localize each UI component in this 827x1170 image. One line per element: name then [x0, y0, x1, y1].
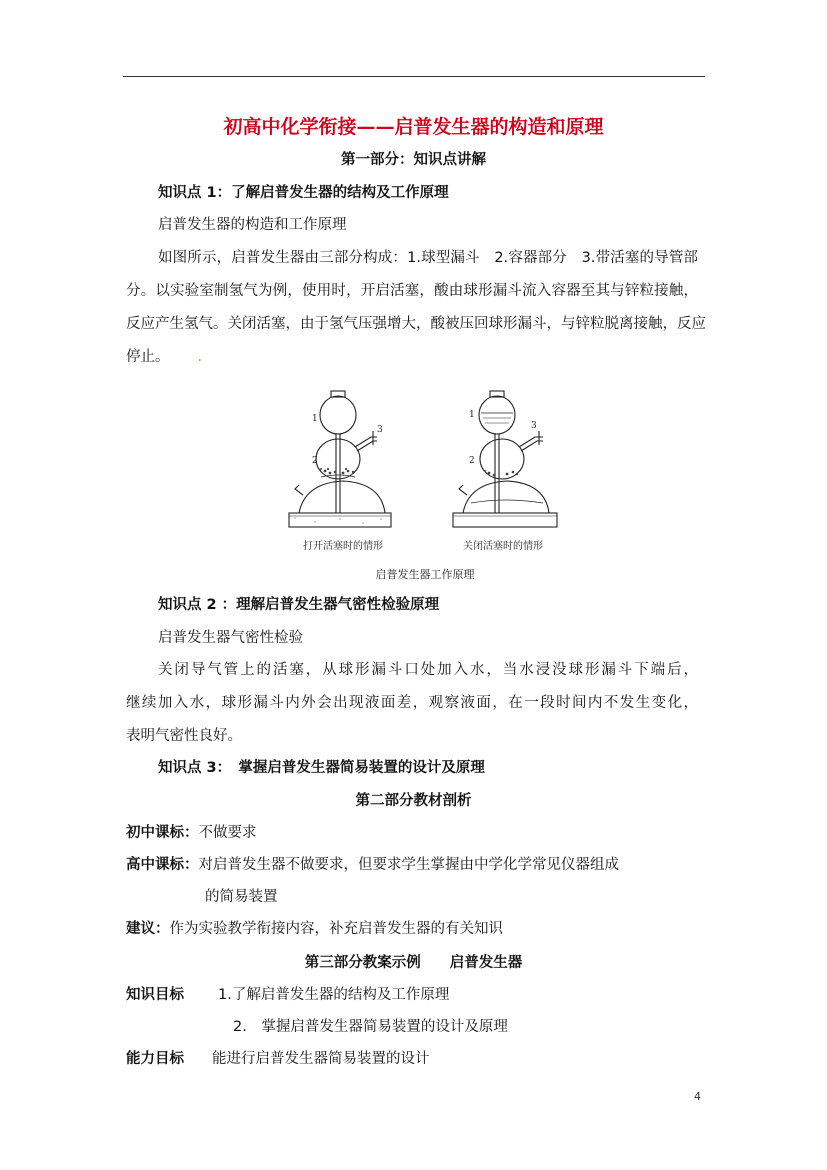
- left-mark-1: 1: [312, 414, 318, 424]
- right-lower-bulb: [463, 481, 549, 513]
- goal1-label: 知识目标: [126, 987, 184, 1003]
- header-rule: [123, 76, 705, 77]
- left-base: [289, 513, 391, 527]
- junior-standard: [126, 823, 257, 843]
- junior-text: 不做要求: [198, 825, 257, 841]
- k2-line-2: 继续加入水，球形漏斗内外会出现液面差，观察液面，在一段时间内不发生变化，: [126, 695, 698, 711]
- page-number: 4: [694, 1090, 701, 1103]
- right-mark-1: 1: [469, 410, 475, 420]
- right-base: [453, 513, 557, 527]
- k3-title: 知识点 3： 掌握启普发生器简易装置的设计及原理: [158, 760, 485, 776]
- right-mark-2: 2: [469, 456, 475, 466]
- right-mark-3: 3: [531, 421, 537, 431]
- advice-text: 作为实验教学衔接内容，补充启普发生器的有关知识: [169, 921, 503, 937]
- k1-line-4: [126, 347, 202, 367]
- part1-heading: 第一部分：知识点讲解: [341, 152, 486, 168]
- junior-label: 初中课标：: [126, 825, 199, 841]
- right-funnel-bulb: [479, 396, 515, 434]
- k1-line-3: 反应产生氢气。关闭活塞，由于氢气压强增大，酸被压回球形漏斗，与锌粒脱离接触，反应: [126, 316, 706, 332]
- k2-title: 知识点 2 ：理解启普发生器气密性检验原理: [158, 597, 440, 613]
- kipp-figure: [285, 385, 563, 585]
- left-mark-2: 2: [312, 456, 318, 466]
- k2-subtitle: 启普发生器气密性检验: [158, 630, 303, 646]
- senior-label: 高中课标：: [126, 857, 199, 873]
- senior-standard: [126, 855, 619, 875]
- senior-text-cont: 的简易装置: [205, 889, 278, 905]
- k1-subtitle: 启普发生器的构造和工作原理: [158, 217, 347, 233]
- part3-heading: 第三部分教案示例 启普发生器: [304, 955, 523, 971]
- senior-text: 对启普发生器不做要求，但要求学生掌握由中学化学常见仪器组成: [198, 857, 619, 873]
- k1-line-2: 分。以实验室制氢气为例，使用时，开启活塞，酸由球形漏斗流入容器至其与锌粒接触，: [126, 283, 698, 299]
- left-lower-bulb: [299, 481, 385, 513]
- figure-label-closed: 关闭活塞时的情形: [463, 541, 543, 552]
- left-mark-3: 3: [377, 425, 383, 435]
- figure-caption: 启普发生器工作原理: [375, 568, 475, 581]
- left-funnel-bulb: [320, 396, 356, 434]
- k1-title: 知识点 1：了解启普发生器的结构及工作原理: [158, 185, 449, 201]
- goal2-text: 能进行启普发生器简易装置的设计: [212, 1051, 430, 1067]
- goal1-item2: 2. 掌握启普发生器简易装置的设计及原理: [233, 1019, 508, 1035]
- advice-label: 建议：: [126, 921, 170, 937]
- part2-heading: 第二部分教材剖析: [355, 793, 472, 809]
- advice: [126, 919, 503, 939]
- page-title: 初高中化学衔接——启普发生器的构造和原理: [223, 116, 604, 138]
- k1-line-1: 如图所示，启普发生器由三部分构成：1.球型漏斗 2.容器部分 3.带活塞的导管部: [158, 250, 698, 266]
- stray-dot: .: [197, 349, 203, 365]
- k2-line-1: 关闭导气管上的活塞，从球形漏斗口处加入水，当水浸没球形漏斗下端后，: [158, 662, 698, 678]
- k2-line-3: 表明气密性良好。: [126, 728, 242, 744]
- goal1-item1: 1.了解启普发生器的结构及工作原理: [218, 987, 450, 1003]
- k1-line-4-text: 停止。: [126, 349, 170, 365]
- goal2-label: 能力目标: [126, 1051, 184, 1067]
- figure-label-open: 打开活塞时的情形: [303, 541, 383, 552]
